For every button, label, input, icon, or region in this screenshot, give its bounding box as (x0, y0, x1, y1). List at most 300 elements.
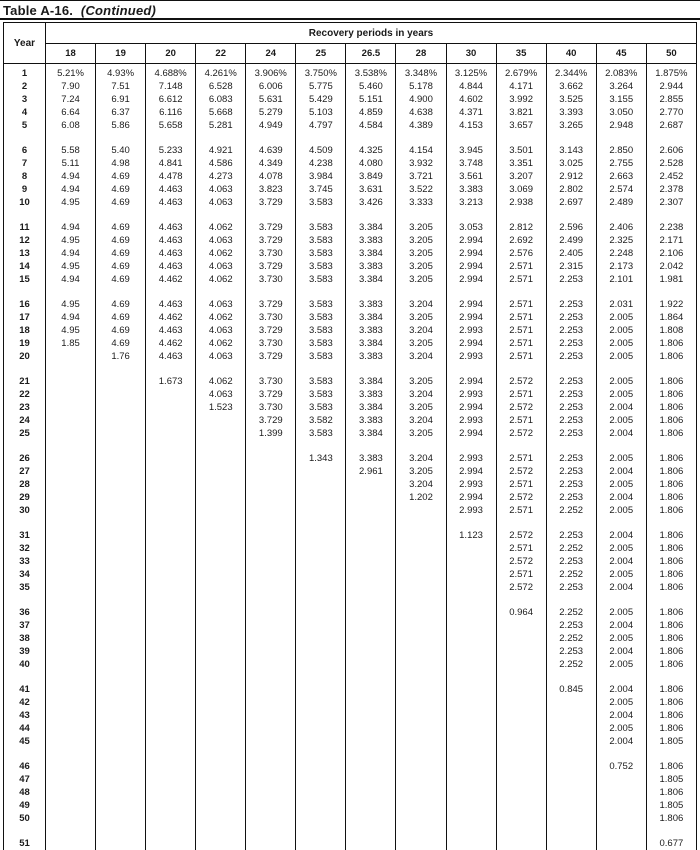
spacer-cell (46, 209, 96, 221)
year-cell: 22 (4, 388, 46, 401)
rate-cell (96, 452, 146, 465)
rate-cell: 1.806 (646, 581, 696, 594)
rate-cell: 2.253 (546, 350, 596, 363)
rate-cell (396, 568, 446, 581)
rate-cell: 4.462 (146, 273, 196, 286)
table-row-year-13 (4, 247, 697, 260)
table-row-year-41 (4, 683, 697, 696)
rate-cell: 3.205 (396, 273, 446, 286)
rate-cell: 2.571 (496, 350, 546, 363)
spacer-cell (596, 132, 646, 144)
rate-cell (246, 478, 296, 491)
rate-cell: 3.583 (296, 324, 346, 337)
spacer-cell (346, 594, 396, 606)
rate-cell: 2.571 (496, 478, 546, 491)
year-cell: 9 (4, 183, 46, 196)
rate-cell (446, 812, 496, 825)
rate-cell (46, 837, 96, 850)
rate-cell (96, 709, 146, 722)
rate-cell (96, 658, 146, 671)
rate-cell (346, 735, 396, 748)
year-cell: 50 (4, 812, 46, 825)
table-row-year-14 (4, 260, 697, 273)
rate-cell: 2.994 (446, 311, 496, 324)
rate-cell (396, 735, 446, 748)
table-row-year-28 (4, 478, 697, 491)
rate-cell: 2.005 (596, 632, 646, 645)
year-cell: 24 (4, 414, 46, 427)
table-title: Table A-16. (3, 3, 74, 18)
rate-cell: 4.463 (146, 183, 196, 196)
rate-cell (196, 722, 246, 735)
year-cell: 23 (4, 401, 46, 414)
rate-cell (246, 799, 296, 812)
rate-cell (146, 837, 196, 850)
table-row-year-26 (4, 452, 697, 465)
rate-cell (46, 645, 96, 658)
spacer-cell (96, 517, 146, 529)
page-title (3, 3, 156, 18)
rate-cell: 3.383 (446, 183, 496, 196)
rate-cell: 1.808 (646, 324, 696, 337)
spacer-cell (296, 286, 346, 298)
rate-cell: 1.806 (646, 452, 696, 465)
spacer-cell (596, 594, 646, 606)
year-cell: 14 (4, 260, 46, 273)
rate-cell: 4.063 (196, 260, 246, 273)
rate-cell: 4.463 (146, 298, 196, 311)
rate-cell: 5.279 (246, 106, 296, 119)
rate-cell (346, 722, 396, 735)
spacer-cell (496, 132, 546, 144)
rate-cell (296, 799, 346, 812)
rate-cell (246, 722, 296, 735)
rate-cell (146, 478, 196, 491)
rate-cell (196, 529, 246, 542)
spacer-cell (346, 671, 396, 683)
rate-cell: 4.94 (46, 247, 96, 260)
rate-cell (496, 722, 546, 735)
rate-cell (496, 658, 546, 671)
rate-cell (296, 478, 346, 491)
rate-cell: 2.005 (596, 696, 646, 709)
spacer-cell (346, 286, 396, 298)
year-cell: 41 (4, 683, 46, 696)
rate-cell (196, 632, 246, 645)
rate-cell: 4.063 (196, 234, 246, 247)
rate-cell: 2.171 (646, 234, 696, 247)
spacer-cell (646, 825, 696, 837)
rate-cell: 1.806 (646, 696, 696, 709)
rate-cell: 2.253 (546, 311, 596, 324)
spacer-cell (596, 517, 646, 529)
spacer-cell (296, 594, 346, 606)
period-column-header-30: 30 (446, 44, 496, 64)
rate-cell: 2.005 (596, 414, 646, 427)
rate-cell: 3.384 (346, 401, 396, 414)
table-row-year-29 (4, 491, 697, 504)
rate-cell: 3.583 (296, 375, 346, 388)
rate-cell (146, 658, 196, 671)
spacer-cell (146, 517, 196, 529)
year-cell: 26 (4, 452, 46, 465)
rate-cell: 2.004 (596, 555, 646, 568)
rate-cell (346, 786, 396, 799)
period-column-header-19: 19 (96, 44, 146, 64)
rate-cell (96, 786, 146, 799)
rate-cell: 1.922 (646, 298, 696, 311)
rate-cell: 3.143 (546, 144, 596, 157)
rate-cell: 3.383 (346, 350, 396, 363)
rate-cell: 2.663 (596, 170, 646, 183)
year-cell: 36 (4, 606, 46, 619)
rate-cell: 4.062 (196, 221, 246, 234)
spacer-cell (596, 209, 646, 221)
rate-cell (246, 452, 296, 465)
rate-cell: 3.984 (296, 170, 346, 183)
rate-cell (446, 683, 496, 696)
rate-cell (146, 555, 196, 568)
rate-cell (446, 658, 496, 671)
rate-cell: 4.841 (146, 157, 196, 170)
rate-cell: 4.238 (296, 157, 346, 170)
rate-cell: 2.253 (546, 619, 596, 632)
spacer-cell (196, 440, 246, 452)
rate-cell: 4.95 (46, 234, 96, 247)
rate-cell (546, 786, 596, 799)
spacer-cell (96, 748, 146, 760)
rate-cell (446, 619, 496, 632)
rate-cell (346, 491, 396, 504)
spacer-cell (396, 132, 446, 144)
rate-cell (546, 709, 596, 722)
spacer-cell (446, 363, 496, 375)
rate-cell (246, 606, 296, 619)
rate-cell (246, 735, 296, 748)
rate-cell (196, 414, 246, 427)
header-row-group (4, 23, 697, 44)
spacer-cell (496, 594, 546, 606)
rate-cell (46, 581, 96, 594)
rate-cell (196, 683, 246, 696)
rate-cell: 3.264 (596, 80, 646, 93)
table-row-year-34 (4, 568, 697, 581)
rate-cell (296, 786, 346, 799)
spacer-cell (146, 748, 196, 760)
rate-cell (46, 529, 96, 542)
rate-cell (396, 837, 446, 850)
year-cell: 43 (4, 709, 46, 722)
rate-cell (446, 555, 496, 568)
spacer-cell (296, 671, 346, 683)
rate-cell: 0.752 (596, 760, 646, 773)
spacer-cell (46, 825, 96, 837)
rate-cell: 3.384 (346, 337, 396, 350)
top-page-rule (0, 0, 700, 1)
rate-cell: 2.993 (446, 350, 496, 363)
rate-cell (46, 709, 96, 722)
period-column-header-18: 18 (46, 44, 96, 64)
rate-cell (346, 696, 396, 709)
rate-cell: 2.571 (496, 324, 546, 337)
table-row-year-19 (4, 337, 697, 350)
rate-cell: 3.501 (496, 144, 546, 157)
table-row-year-25 (4, 427, 697, 440)
rate-cell (96, 773, 146, 786)
rate-cell: 3.525 (546, 93, 596, 106)
rate-cell: 4.69 (96, 170, 146, 183)
rate-cell: 3.729 (246, 221, 296, 234)
spacer-cell (396, 440, 446, 452)
year-cell: 12 (4, 234, 46, 247)
rate-cell (346, 709, 396, 722)
year-cell: 37 (4, 619, 46, 632)
rate-cell: 0.964 (496, 606, 546, 619)
rate-cell (396, 542, 446, 555)
year-cell: 15 (4, 273, 46, 286)
rate-cell: 4.463 (146, 350, 196, 363)
rate-cell (596, 773, 646, 786)
rate-cell: 4.94 (46, 221, 96, 234)
rate-cell: 2.005 (596, 722, 646, 735)
rate-cell (46, 568, 96, 581)
rate-cell: 2.253 (546, 324, 596, 337)
rate-cell (396, 760, 446, 773)
rate-cell: 0.845 (546, 683, 596, 696)
rate-cell: 5.429 (296, 93, 346, 106)
rate-cell (396, 606, 446, 619)
spacer-cell (646, 209, 696, 221)
rate-cell: 2.252 (546, 606, 596, 619)
rate-cell (246, 773, 296, 786)
rate-cell: 4.349 (246, 157, 296, 170)
rate-cell (96, 606, 146, 619)
rate-cell (446, 696, 496, 709)
rate-cell: 2.005 (596, 542, 646, 555)
rate-cell: 6.083 (196, 93, 246, 106)
rate-cell: 3.050 (596, 106, 646, 119)
rate-cell: 5.58 (46, 144, 96, 157)
rate-cell: 2.571 (496, 273, 546, 286)
table-row-year-3 (4, 93, 697, 106)
rate-cell (46, 478, 96, 491)
rate-cell: 3.583 (296, 337, 346, 350)
rate-cell: 6.528 (196, 80, 246, 93)
rate-cell: 1.806 (646, 606, 696, 619)
spacer-cell (146, 209, 196, 221)
rate-cell (296, 696, 346, 709)
year-cell: 33 (4, 555, 46, 568)
rate-cell: 4.462 (146, 311, 196, 324)
rate-cell: 1.806 (646, 414, 696, 427)
rate-cell: 1.806 (646, 568, 696, 581)
rate-cell (196, 645, 246, 658)
rate-cell: 3.205 (396, 465, 446, 478)
spacer-cell (496, 440, 546, 452)
rate-cell (346, 606, 396, 619)
spacer-cell (396, 517, 446, 529)
year-cell: 25 (4, 427, 46, 440)
rate-cell: 3.657 (496, 119, 546, 132)
rate-cell (46, 722, 96, 735)
rate-cell: 2.944 (646, 80, 696, 93)
rate-cell: 3.932 (396, 157, 446, 170)
table-header (4, 23, 697, 64)
rate-cell (346, 799, 396, 812)
rate-cell: 7.148 (146, 80, 196, 93)
spacer-cell (4, 594, 46, 606)
rate-cell (146, 401, 196, 414)
rate-cell: 4.154 (396, 144, 446, 157)
rate-cell (246, 581, 296, 594)
rate-cell: 4.98 (96, 157, 146, 170)
spacer-cell (396, 209, 446, 221)
rate-cell: 4.062 (196, 273, 246, 286)
rate-cell: 3.383 (346, 452, 396, 465)
rate-cell (146, 568, 196, 581)
rate-cell: 2.253 (546, 529, 596, 542)
rate-cell: 5.11 (46, 157, 96, 170)
rate-cell: 4.273 (196, 170, 246, 183)
rate-cell (346, 760, 396, 773)
table-row-year-42 (4, 696, 697, 709)
rate-cell: 4.69 (96, 234, 146, 247)
rate-cell: 3.583 (296, 388, 346, 401)
rate-cell: 5.151 (346, 93, 396, 106)
rate-cell: 2.252 (546, 658, 596, 671)
rate-cell: 2.253 (546, 337, 596, 350)
rate-cell (546, 812, 596, 825)
rate-cell (46, 555, 96, 568)
rate-cell: 2.994 (446, 337, 496, 350)
rate-cell: 4.638 (396, 106, 446, 119)
rate-cell: 1.806 (646, 760, 696, 773)
rate-cell: 3.583 (296, 247, 346, 260)
rate-cell: 2.252 (546, 542, 596, 555)
spacer-cell (646, 517, 696, 529)
rate-cell: 3.583 (296, 234, 346, 247)
rate-cell: 2.378 (646, 183, 696, 196)
rate-cell: 4.949 (246, 119, 296, 132)
year-cell: 2 (4, 80, 46, 93)
spacer-cell (396, 363, 446, 375)
rate-cell: 2.253 (546, 414, 596, 427)
rate-cell: 3.583 (296, 260, 346, 273)
rate-cell (396, 722, 446, 735)
table-title-continued: (Continued) (80, 3, 157, 18)
rate-cell: 2.106 (646, 247, 696, 260)
rate-cell (46, 632, 96, 645)
rate-cell: 3.583 (296, 273, 346, 286)
spacer-cell (4, 748, 46, 760)
rate-cell: 4.69 (96, 298, 146, 311)
spacer-cell (546, 440, 596, 452)
spacer-cell (446, 286, 496, 298)
rate-cell: 4.69 (96, 183, 146, 196)
year-cell: 7 (4, 157, 46, 170)
group-spacer-row (4, 748, 697, 760)
rate-cell (146, 773, 196, 786)
rate-cell (296, 529, 346, 542)
rate-cell: 2.253 (546, 427, 596, 440)
rate-cell: 4.69 (96, 247, 146, 260)
spacer-cell (596, 440, 646, 452)
table-row-year-5 (4, 119, 697, 132)
spacer-cell (496, 671, 546, 683)
rate-cell: 4.639 (246, 144, 296, 157)
rate-cell: 3.729 (246, 350, 296, 363)
spacer-cell (96, 440, 146, 452)
rate-cell: 3.730 (246, 401, 296, 414)
rate-cell (146, 452, 196, 465)
spacer-cell (446, 825, 496, 837)
rate-cell (296, 760, 346, 773)
rate-cell (96, 375, 146, 388)
rate-cell: 2.802 (546, 183, 596, 196)
rate-cell (446, 760, 496, 773)
rate-cell (146, 427, 196, 440)
rate-cell: 2.528 (646, 157, 696, 170)
rate-cell (396, 773, 446, 786)
rate-cell: 2.993 (446, 388, 496, 401)
rate-cell (596, 786, 646, 799)
rate-cell: 2.325 (596, 234, 646, 247)
rate-cell: 4.95 (46, 196, 96, 209)
rate-cell: 3.729 (246, 388, 296, 401)
table-row-year-17 (4, 311, 697, 324)
rate-cell: 2.571 (496, 388, 546, 401)
rate-cell: 2.770 (646, 106, 696, 119)
rate-cell: 2.004 (596, 619, 646, 632)
year-cell: 21 (4, 375, 46, 388)
rate-cell: 3.205 (396, 247, 446, 260)
rate-cell: 4.900 (396, 93, 446, 106)
rate-cell (446, 735, 496, 748)
rate-cell: 2.173 (596, 260, 646, 273)
period-column-header-24: 24 (246, 44, 296, 64)
rate-cell: 3.945 (446, 144, 496, 157)
rate-cell: 4.062 (196, 311, 246, 324)
rate-cell: 2.994 (446, 401, 496, 414)
rate-cell: 2.596 (546, 221, 596, 234)
spacer-cell (246, 132, 296, 144)
rate-cell: 4.921 (196, 144, 246, 157)
rate-cell: 2.755 (596, 157, 646, 170)
spacer-cell (196, 363, 246, 375)
table-row-year-43 (4, 709, 697, 722)
rate-cell: 1.806 (646, 529, 696, 542)
spacer-cell (496, 825, 546, 837)
year-cell: 16 (4, 298, 46, 311)
rate-cell (346, 542, 396, 555)
rate-cell: 2.005 (596, 324, 646, 337)
rate-cell (446, 568, 496, 581)
rate-cell: 4.062 (196, 247, 246, 260)
spacer-cell (146, 825, 196, 837)
spacer-cell (96, 209, 146, 221)
rate-cell (146, 581, 196, 594)
rate-cell: 2.248 (596, 247, 646, 260)
rate-cell: 3.745 (296, 183, 346, 196)
rate-cell (346, 529, 396, 542)
rate-cell: 3.729 (246, 324, 296, 337)
rate-cell (96, 401, 146, 414)
spacer-cell (246, 209, 296, 221)
rate-cell: 5.668 (196, 106, 246, 119)
rate-cell (546, 735, 596, 748)
spacer-cell (446, 748, 496, 760)
rate-cell: 1.805 (646, 773, 696, 786)
